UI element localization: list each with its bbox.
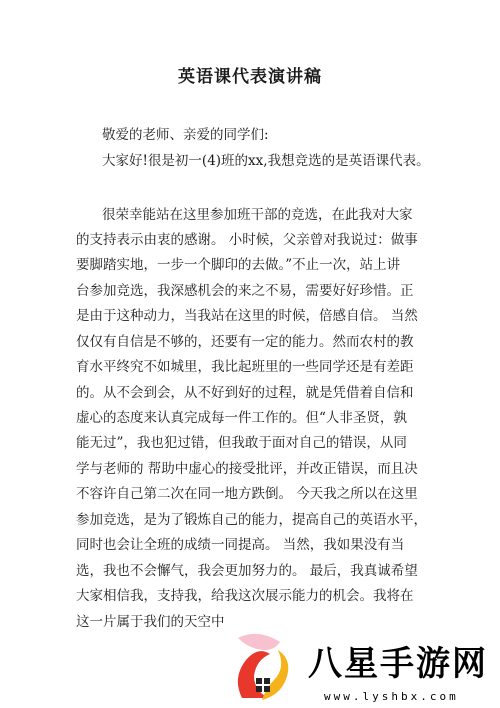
- body-line: 虚心的态度来认真完成每一件工作的。但“人非圣贤，孰: [76, 410, 407, 426]
- body-line: 大家相信我，支持我，给我这次展示能力的机会。我将在: [76, 588, 414, 604]
- body-line: 不容许自己第二次在同一地方跌倒。 今天我之所以在这里: [76, 486, 418, 502]
- body-line: 这一片属于我们的天空中: [76, 614, 225, 630]
- watermark-url: www.lyshbx.com: [324, 690, 459, 703]
- body-line: 能无过”，我也犯过错，但我敢于面对自己的错误，从同: [76, 435, 407, 451]
- body-line: 仅仅有自信是不够的，还要有一定的能力。然而农村的教: [76, 334, 414, 350]
- body-line: 同时也会让全班的成绩一同提高。 当然，我如果没有当: [76, 537, 405, 553]
- site-watermark: [228, 628, 500, 708]
- document-title: 英语课代表演讲稿: [178, 67, 322, 87]
- body-line: 很荣幸能站在这里参加班干部的竞选，在此我对大家: [102, 207, 413, 223]
- body-line: 育水平终究不如城里，我比起班里的一些同学还是有差距: [76, 359, 414, 375]
- body-line: 学与老师的 帮助中虚心的接受批评，并改正错误，而且决: [76, 461, 418, 477]
- body-line: 参加竞选，是为了锻炼自己的能力，提高自己的英语水平，: [76, 512, 427, 528]
- body-line: 台参加竞选，我深感机会的来之不易，需要好好珍惜。正: [76, 283, 414, 299]
- intro-line: 大家好!很是初一(4)班的xx,我想竞选的是英语课代表。: [102, 153, 430, 169]
- flame-logo-icon: [228, 628, 304, 708]
- body-line: 的支持表示由衷的感谢。 小时候，父亲曾对我说过：做事: [76, 232, 418, 248]
- watermark-text: 八星手游网: [308, 644, 488, 684]
- body-line: 的。从不会到会，从不好到好的过程，就是凭借着自信和: [76, 385, 414, 401]
- body-line: 选，我也不会懈气，我会更加努力的。 最后，我真诚希望: [76, 563, 418, 579]
- greeting: 敬爱的老师、亲爱的同学们:: [102, 127, 269, 143]
- body-line: 要脚踏实地，一步一个脚印的去做。”不止一次，站上讲: [76, 257, 401, 273]
- body-line: 是由于这种动力，当我站在这里的时候，倍感自信。 当然: [76, 308, 418, 324]
